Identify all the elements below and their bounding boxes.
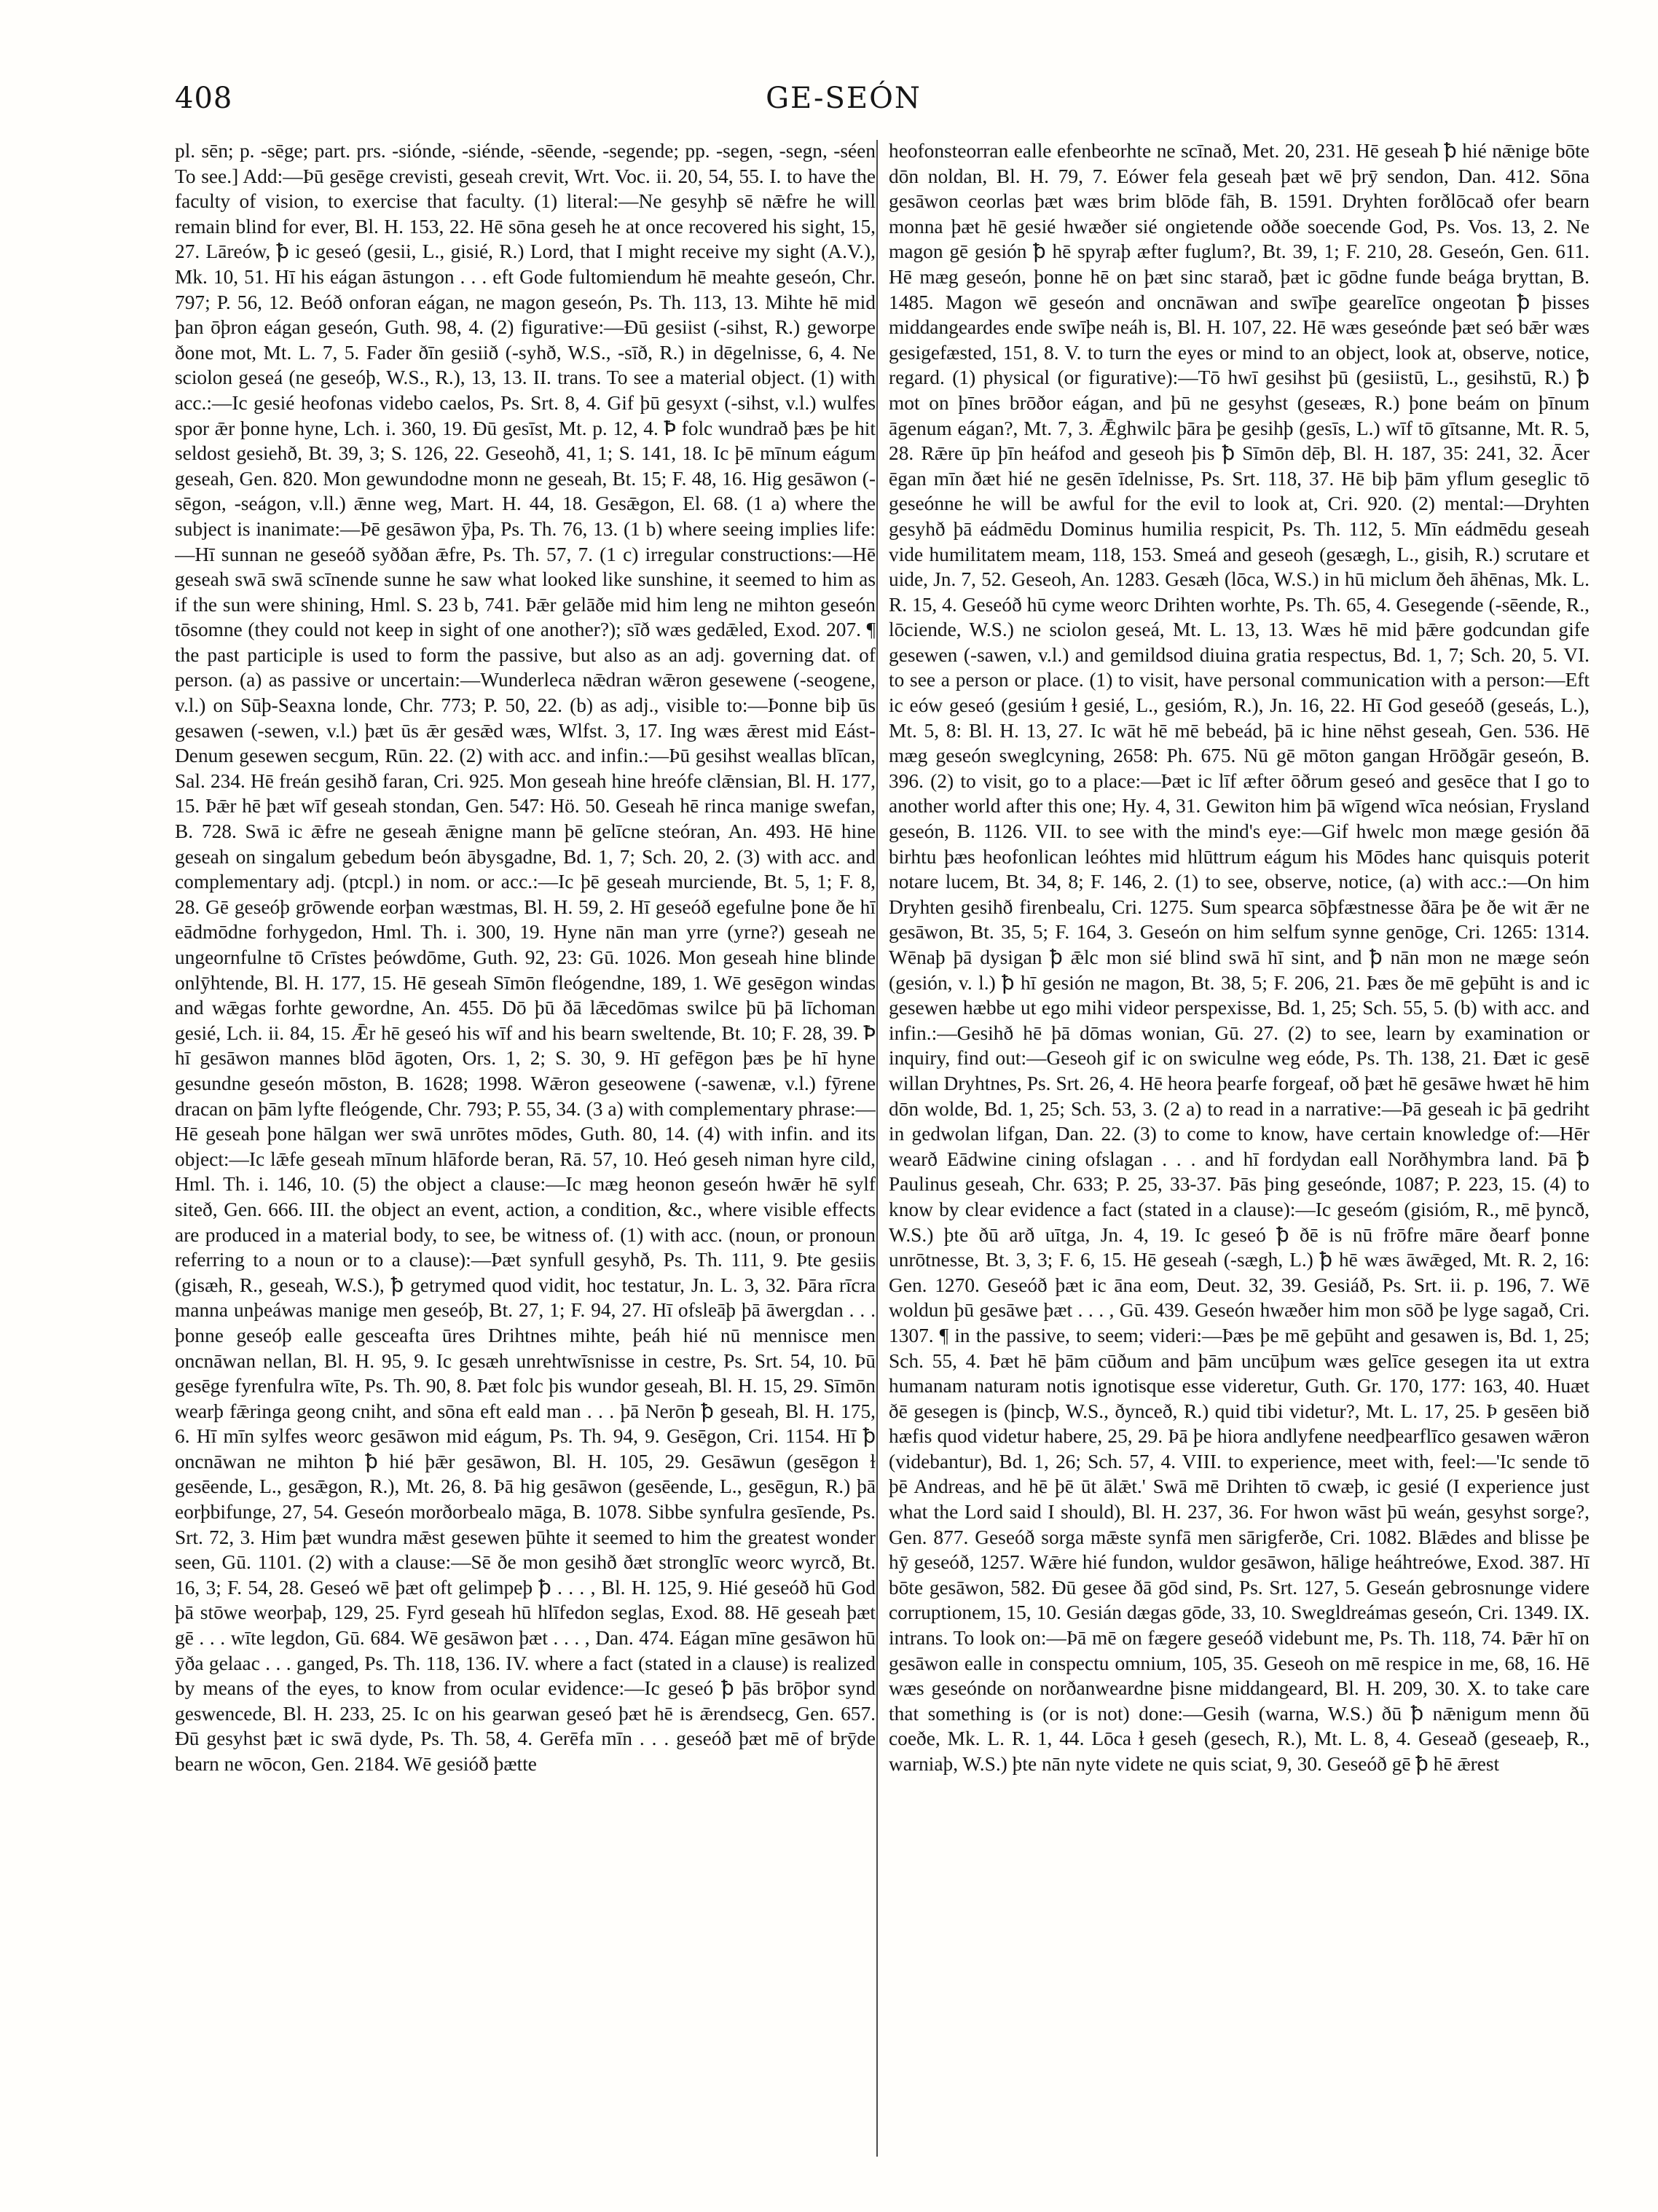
page-number: 408 [175,82,233,115]
running-headword: GE-SEÓN [766,82,922,115]
right-column [889,138,1590,2157]
running-header [175,82,1512,133]
left-column [175,138,876,2157]
column-divider [876,140,878,2157]
right-column-text: heofonsteorran ealle efenbeorhte ne scīnað, Met. 20, 231. Hē geseah ꝥ hié nǣnige bōte dōn noldan, Bl. H. 79, 7. Eówer fela geseah þæt wē þrȳ sendon, Dan. 412. Sōna gesāwon ceorlas þæt wæs brim blōde fāh, B. 1591. Dryhten forðlōcað ofer bearn monna þæt hē gesié hwæðer sié ongietende oððe soecende God, Ps. Vos. 13, 2. Ne magon gē gesión ꝥ hē spyraþ æfter fuglum?, Bt. 39, 1; F. 210, 28. Geseón, Gen. 611. Hē mæg geseón, þonne hē on þæt sinc starað, þæt ic gōdne funde beága bryttan, B. 1485. Magon wē geseón and oncnāwan and swīþe gearelīce ongeotan ꝥ þisses middangeardes ende swīþe neáh is, Bl. H. 107, 22. Hē wæs geseónde þæt seó bǣr wæs gesigefæsted, 151, 8. V. to turn the eyes or mind to an object, look at, observe, notice, regard. (1) physical (or figurative):—Tō hwī gesihst þū (gesiistū, L., gesihstū, R.) ꝥ mot on þīnes brōðor eágan, and þū ne gesyhst (geseæs, R.) þone beám on þīnum āgenum eágan?, Mt. 7, 3. Ǣghwilc þāra þe gesihþ (gesīs, L.) wīf tō gītsanne, Mt. R. 5, 28. Rǣre ūp þīn heáfod and geseoh þis ꝥ Sīmōn dēþ, Bl. H. 187, 35: 241, 32. Ācer ēgan mīn ðæt hié ne gesēn īdelnisse, Ps. Srt. 118, 37. Hē biþ þām yflum geseglic tō geseónne he will be awful for the evil to look at, Cri. 920. (2) mental:—Dryhten gesyhð þā eádmēdu Dominus humilia respicit, Ps. Th. 112, 5. Mīn eádmēdu geseah vide humilitatem meam, 118, 153. Smeá and geseoh (gesægh, L., gisih, R.) scrutare et uide, Jn. 7, 52. Geseoh, An. 1283. Gesæh (lōca, W.S.) in hū miclum ðeh āhēnas, Mk. L. R. 15, 4. Geseóð hū cyme weorc Drihten worhte, Ps. Th. 65, 4. Gesegende (-sēende, R., lōciende, W.S.) ne sciolon geseá, Mt. L. 13, 13. Wæs hē mid þǣre godcundan gife gesewen (-sawen, v.l.) and gemildsod diuina gratia respectus, Bd. 1, 7; Sch. 20, 5. VI. to see a person or place. (1) to visit, have personal communication with a person:—Eft ic eów geseó (gesiúm ɫ gesié, L., gesióm, R.), Jn. 16, 22. Hī God geseóð (geseás, L.), Mt. 5, 8: Bl. H. 13, 27. Ic wāt hē mē bebeád, þā ic hine nēhst geseah, Gen. 536. Hē mæg geseón sweglcyning, 2658: Ph. 675. Nū gē mōton gangan Hrōðgār geseón, B. 396. (2) to visit, go to a place:—Þæt ic līf æfter ōðrum geseó and gesēce that I go to another world after this one; Hy. 4, 31. Gewiton him þā wīgend wīca neósian, Frysland geseón, B. 1126. VII. to see with the mind's eye:—Gif hwelc mon mæge gesión ðā birhtu þæs heofonlican leóhtes mid hlūttrum eágum his Mōdes hanc quisquis poterit notare lucem, Bt. 34, 8; F. 146, 2. (1) to see, observe, notice, (a) with acc.:—On him Dryhten gesihð firenbealu, Cri. 1275. Sum spearca sōþfæstnesse ðāra þe ðe wit ǣr ne gesāwon, Bt. 35, 5; F. 164, 3. Geseón on him selfum synne genōge, Cri. 1265: 1314. Wēnaþ þā dysigan ꝥ ǣlc mon sié blind swā hī sint, and ꝥ nān mon ne mæge seón (gesión, v. l.) ꝥ hī gesión ne magon, Bt. 38, 5; F. 206, 21. Þæs ðe mē geþūht is and ic gesewen hæbbe ut ego mihi videor perspexisse, Bd. 1, 25; Sch. 55, 5. (b) with acc. and infin.:—Gesihð hē þā dōmas wonian, Gū. 27. (2) to see, learn by examination or inquiry, find out:—Geseoh gif ic on swiculne weg eóde, Ps. Th. 138, 21. Ðæt ic gesē willan Dryhtnes, Ps. Srt. 26, 4. Hē heora þearfe forgeaf, oð þæt hē gesāwe hwæt hē him dōn wolde, Bd. 1, 25; Sch. 53, 3. (2 a) to read in a narrative:—Þā geseah ic þā gedriht in gedwolan lifgan, Dan. 22. (3) to come to know, have certain knowledge of:—Hēr wearð Eādwine cining ofslagan . . . and hī fordydan eall Norðhymbra land. Þā ꝥ Paulinus geseah, Chr. 633; P. 25, 33-37. Þās þing geseónde, 1087; P. 223, 15. (4) to know by clear evidence a fact (stated in a clause):—Ic geseóm (gisióm, R., mē þyncð, W.S.) þte ðū arð uītga, Jn. 4, 19. Ic geseó ꝥ ðē is nū frōfre māre ðearf þonne unrōtnesse, Bt. 3, 3; F. 6, 15. Hē geseah (-sægh, L.) ꝥ hē wæs āwǣged, Mt. R. 2, 16: Gen. 1270. Geseóð þæt ic āna eom, Deut. 32, 39. Gesiáð, Ps. Srt. ii. p. 196, 7. Wē woldun þū gesāwe þæt . . . , Gū. 439. Geseón hwæðer him mon sōð þe lyge sagað, Cri. 1307. ¶ in the passive, to seem; videri:—Þæs þe mē geþūht and gesawen is, Bd. 1, 25; Sch. 55, 4. Þæt hē þām cūðum and þām uncūþum wæs gelīce gesegen ita ut extra humanam naturam notis ignotisque esse videretur, Guth. Gr. 170, 177: 163, 40. Huæt ðē gesegen is (þincþ, W.S., ðynceð, R.) quid tibi videtur?, Mt. L. 17, 25. Þ gesēen bið hæfis quod videtur habere, 25, 29. Þā þe hiora andlyfene needþearflīco gesawen wǣron (videbantur), Bd. 1, 26; Sch. 57, 4. VIII. to experience, meet with, feel:—'Ic sende tō þē Andreas, and hē þē ūt ālǣt.' Swā mē Drihten tō cwæþ, ic gesié (I experience just what the Lord said I should), Bl. H. 237, 36. For hwon wāst þū weán, gesyhst sorge?, Gen. 877. Geseóð sorga mǣste synfā men sārigferðe, Cri. 1082. Blǣdes and blisse þe hȳ geseóð, 1257. Wǣre hié fundon, wuldor gesāwon, hālige heáhtreówe, Exod. 387. Hī bōte gesāwon, 582. Ðū gesee ðā gōd sind, Ps. Srt. 127, 5. Geseán gebrosnunge videre corruptionem, 15, 10. Gesián dægas gōde, 33, 10. Swegldreámas geseón, Cri. 1349. IX. intrans. To look on:—Þā mē on fægere geseóð videbunt me, Ps. Th. 118, 74. Þǣr hī on gesāwon ealle in conspectu omnium, 105, 35. Geseoh on mē respice in me, 68, 16. Hē wæs geseónde on norðanweardne þisne middangeard, Bl. H. 209, 30. X. to take care that something is (or is not) done:—Gesih (warna, W.S.) ðū ꝥ nǣnigum menn ðū coeðe, Mk. L. R. 1, 44. Lōca ɫ geseh (gesech, R.), Mt. L. 8, 4. Geseað (geseaeþ, R., warniaþ, W.S.) þte nān nyte videte ne quis sciat, 9, 30. Geseóð gē ꝥ hē ǣrest [889,140,1590,1775]
left-column-text: pl. sēn; p. -sēge; part. prs. -siónde, -siénde, -sēende, -segende; pp. -segen, -segn, -séen To see.] Add:—Þū gesēge crevisti, geseah crevit, Wrt. Voc. ii. 20, 54, 55. I. to have the faculty of vision, to exercise that faculty. (1) literal:—Ne gesyhþ sē nǣfre he will remain blind for ever, Bl. H. 153, 22. Hē sōna geseh he at once recovered his sight, 15, 27. Lāreów, ꝥ ic geseó (gesii, L., gisié, R.) Lord, that I might receive my sight (A.V.), Mk. 10, 51. Hī his eágan āstungon . . . eft Gode fultomiendum hē meahte geseón, Chr. 797; P. 56, 12. Beóð onforan eágan, ne magon geseón, Ps. Th. 113, 13. Mihte hē mid þan ōþron eágan geseón, Guth. 98, 4. (2) figurative:—Ðū gesiist (-sihst, R.) geworpe ðone mot, Mt. L. 7, 5. Fader ðīn gesiið (-syhð, W.S., -sīð, R.) in dēgelnisse, 6, 4. Ne sciolon geseá (ne geseóþ, W.S., R.), 13, 13. II. trans. To see a material object. (1) with acc.:—Ic gesié heofonas videbo caelos, Ps. Srt. 8, 4. Gif þū gesyxt (-sihst, v.l.) wulfes spor ǣr þonne hyne, Lch. i. 360, 19. Ðū gesīst, Mt. p. 12, 4. Ꝥ folc wundrað þæs þe hit seldost gesiehð, Bt. 39, 3; S. 126, 22. Geseohð, 41, 1; S. 141, 18. Ic þē mīnum eágum geseah, Gen. 820. Mon gewundodne monn ne geseah, Bt. 15; F. 48, 16. Hig gesāwon (-sēgon, -seágon, v.ll.) ǣnne weg, Mart. H. 44, 18. Gesǣgon, El. 68. (1 a) where the subject is inanimate:—Þē gesāwon ȳþa, Ps. Th. 76, 13. (1 b) where seeing implies life:—Hī sunnan ne geseóð syððan ǣfre, Ps. Th. 57, 7. (1 c) irregular constructions:—Hē geseah swā swā scīnende sunne he saw what looked like sunshine, it seemed to him as if the sun were shining, Hml. S. 23 b, 741. Þǣr gelāðe mid him leng ne mihton geseón tōsomne (they could not keep in sight of one another?); sīð wæs gedǣled, Exod. 207. ¶ the past participle is used to form the passive, but also as an adj. governing dat. of person. (a) as passive or uncertain:—Wunderleca nǣdran wǣron gesewene (-seogene, v.l.) on Sūþ-Seaxna londe, Chr. 773; P. 50, 22. (b) as adj., visible to:—Þonne biþ ūs gesawen (-sewen, v.l.) þæt ūs ǣr gesǣd wæs, Wlfst. 3, 17. Ing wæs ǣrest mid Eást-Denum gesewen secgum, Rūn. 22. (2) with acc. and infin.:—Þū gesihst weallas blīcan, Sal. 234. Hē freán gesihð faran, Cri. 925. Mon geseah hine hreófe clǣnsian, Bl. H. 177, 15. Þǣr hē þæt wīf geseah stondan, Gen. 547: Hö. 50. Geseah hē rinca manige swefan, B. 728. Swā ic ǣfre ne geseah ǣnigne mann þē gelīcne steóran, An. 493. Hē hine geseah on singalum gebedum beón ābysgadne, Bd. 1, 7; Sch. 20, 2. (3) with acc. and complementary adj. (ptcpl.) in nom. or acc.:—Ic þē geseah murciende, Bt. 5, 1; F. 8, 28. Gē geseóþ grōwende eorþan wæstmas, Bl. H. 59, 2. Hī geseóð egefulne þone ðe hī eādmōdne forhygedon, Hml. Th. i. 300, 19. Hyne nān man yrre (yrne?) geseah ne ungeornfulne tō Crīstes þeówdōme, Guth. 92, 23: Gū. 1026. Mon geseah hine blinde onlȳhtende, Bl. H. 177, 15. Hē geseah Sīmōn fleógendne, 189, 1. Wē gesēgon windas and wǣgas forhte gewordne, An. 455. Dō þū ðā lǣcedōmas swilce þū þā līchoman gesié, Lch. ii. 84, 15. Ǣr hē geseó his wīf and his bearn sweltende, Bt. 10; F. 28, 39. Ꝥ hī gesāwon mannes blōd āgoten, Ors. 1, 2; S. 30, 9. Hī gefēgon þæs þe hī hyne gesundne geseón mōston, B. 1628; 1998. Wǣron geseowene (-sawenæ, v.l.) fȳrene dracan on þām lyfte fleógende, Chr. 793; P. 55, 34. (3 a) with complementary phrase:—Hē geseah þone hālgan wer swā unrōtes mōdes, Guth. 80, 14. (4) with infin. and its object:—Ic lǣfe geseah mīnum hlāforde beran, Rā. 57, 10. Heó geseh niman hyre cild, Hml. Th. i. 146, 10. (5) the object a clause:—Ic mæg heonon geseón hwǣr hē sylf siteð, Gen. 666. III. the object an event, action, a condition, &c., where visible effects are produced in a material body, to see, be witness of. (1) with acc. (noun, or pronoun referring to a noun or to a clause):—Þæt synfull gesyhð, Ps. Th. 111, 9. Þte gesiis (gisæh, R., geseah, W.S.), ꝥ getrymed quod vidit, hoc testatur, Jn. L. 3, 32. Þāra rīcra manna unþeáwas manige men geseóþ, Bt. 27, 1; F. 94, 27. Hī ofsleāþ þā āwergdan . . . þonne geseóþ ealle gesceafta ūres Drihtnes mihte, þeáh hié nū mennisce men oncnāwan nellan, Bl. H. 95, 9. Ic gesæh unrehtwīsnisse in cestre, Ps. Srt. 54, 10. Þū gesēge fyrenfulra wīte, Ps. Th. 90, 8. Þæt folc þis wundor geseah, Bl. H. 15, 29. Sīmōn wearþ fǣringa geong cniht, and sōna eft eald man . . . þā Nerōn ꝥ geseah, Bl. H. 175, 6. Hī mīn sylfes weorc gesāwon mid eágum, Ps. Th. 94, 9. Gesēgon, Cri. 1154. Hī ꝥ oncnāwan ne mihton ꝥ hié þǣr gesāwon, Bl. H. 105, 29. Gesāwun (gesēgon ɫ gesēende, L., gesǣgon, R.), Mt. 26, 8. Þā hig gesāwon (gesēende, L., gesēgun, R.) þā eorþbifunge, 27, 54. Geseón morðorbealo māga, B. 1078. Sibbe synfulra gesīende, Ps. Srt. 72, 3. Him þæt wundra mǣst gesewen þūhte it seemed to him the greatest wonder seen, Gū. 1101. (2) with a clause:—Sē ðe mon gesihð ðæt stronglīc weorc wyrcð, Bt. 16, 3; F. 54, 28. Geseó wē þæt oft gelimpeþ ꝥ . . . , Bl. H. 125, 9. Hié geseóð hū God þā stōwe weorþaþ, 129, 25. Fyrd geseah hū hlīfedon seglas, Exod. 88. Hē geseah þæt gē . . . wīte legdon, Gū. 684. Wē gesāwon þæt . . . , Dan. 474. Eágan mīne gesāwon hū ȳða gelaac . . . ganged, Ps. Th. 118, 136. IV. where a fact (stated in a clause) is realized by means of the eyes, to know from ocular evidence:—Ic geseó ꝥ þās brōþor synd geswencede, Bl. H. 233, 25. Ic on his gearwan geseó þæt hē is ǣrendsecg, Gen. 657. Ðū gesyhst þæt ic swā dyde, Ps. Th. 58, 4. Gerēfa mīn . . . geseóð þæt mē of brȳde bearn ne wōcon, Gen. 2184. Wē gesióð þætte [175,140,876,1775]
